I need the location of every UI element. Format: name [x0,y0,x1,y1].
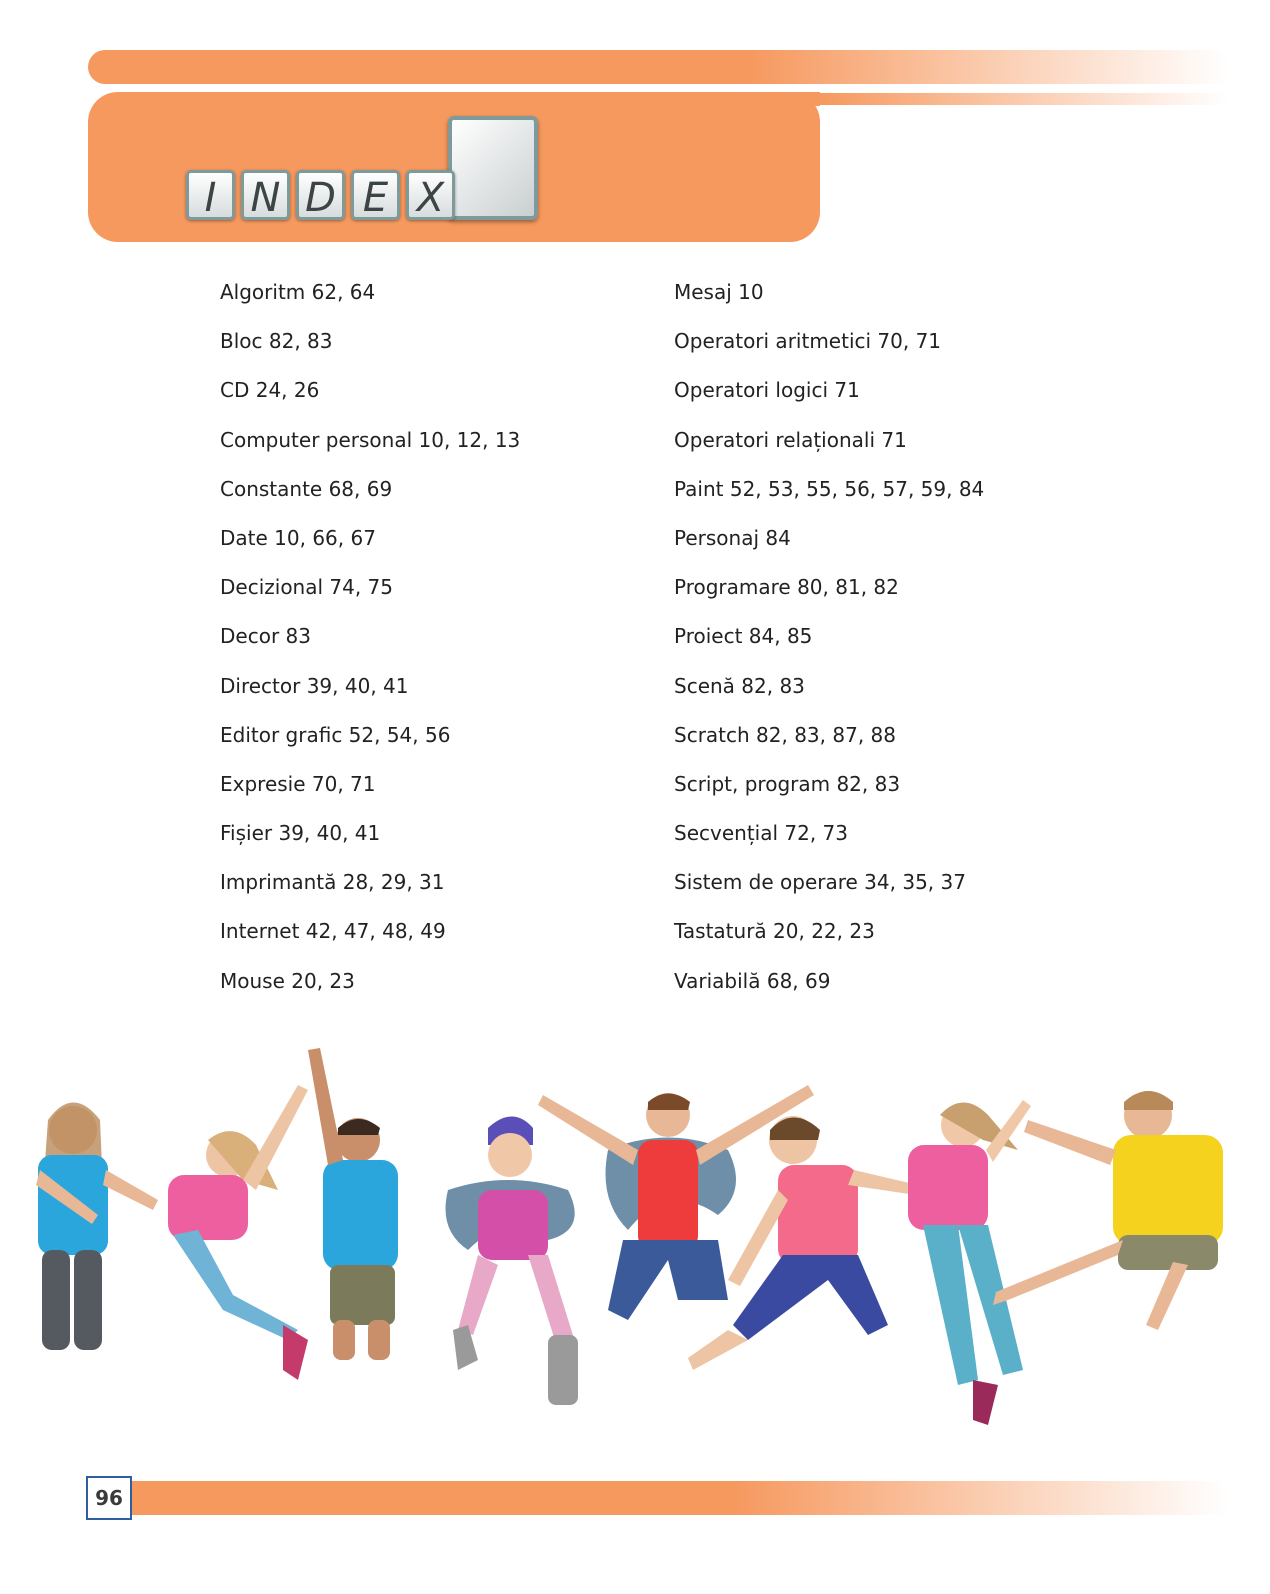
index-entry: Operatori logici 71 [674,378,860,403]
kid-figure [993,1091,1223,1330]
title-letter-i: I [186,170,235,220]
index-column-right [674,276,984,1014]
kid-figure [308,1048,398,1360]
kid-figure [36,1103,158,1351]
index-entry: Sistem de operare 34, 35, 37 [674,870,966,895]
index-entry: Constante 68, 69 [220,476,393,501]
title-decorative-tile [448,116,538,220]
title-letter-d: D [296,170,345,220]
index-entry: Internet 42, 47, 48, 49 [220,919,446,944]
index-entry: Secvențial 72, 73 [674,821,848,846]
kid-figure [446,1117,579,1406]
kid-figure [908,1100,1031,1425]
index-entry: Mesaj 10 [674,280,764,304]
index-entry: Mouse 20, 23 [220,968,355,993]
top-decorative-stripe [88,50,1228,84]
index-title-logo [186,116,542,222]
index-entry: Computer personal 10, 12, 13 [220,427,521,452]
index-entry: Scratch 82, 83, 87, 88 [674,722,896,747]
index-entry: Script, program 82, 83 [674,771,901,796]
index-entry: Decor 83 [220,624,311,649]
index-entry: Fișier 39, 40, 41 [220,821,381,846]
jumping-kids-photo [28,1040,1228,1430]
index-entry: Programare 80, 81, 82 [674,575,899,600]
index-entry: Decizional 74, 75 [220,575,394,600]
title-letter-n: N [241,170,290,220]
index-entry: Date 10, 66, 67 [220,525,376,550]
index-entry: Director 39, 40, 41 [220,673,409,698]
index-entry: CD 24, 26 [220,378,320,403]
index-entry: Variabilă 68, 69 [674,968,831,993]
index-entry: Bloc 82, 83 [220,329,333,354]
index-entry: Algoritm 62, 64 [220,280,376,304]
bottom-decorative-stripe [132,1481,1228,1515]
index-entry: Operatori aritmetici 70, 71 [674,329,942,354]
page-number: 96 [86,1476,132,1520]
title-letter-x: X [406,170,455,220]
index-column-left [220,276,520,1014]
index-entry: Tastatură 20, 22, 23 [674,919,875,944]
index-entry: Personaj 84 [674,525,791,550]
header-decorative-line [820,93,1228,105]
kid-figure [168,1085,308,1380]
index-entry: Paint 52, 53, 55, 56, 57, 59, 84 [674,476,985,501]
title-letter-e: E [351,170,400,220]
index-entry: Editor grafic 52, 54, 56 [220,722,451,747]
index-entry: Imprimantă 28, 29, 31 [220,870,445,895]
index-entry: Expresie 70, 71 [220,771,376,796]
index-entry: Scenă 82, 83 [674,673,805,698]
header-banner-notch [790,92,820,106]
index-entry: Proiect 84, 85 [674,624,813,649]
index-entry: Operatori relaționali 71 [674,427,907,452]
